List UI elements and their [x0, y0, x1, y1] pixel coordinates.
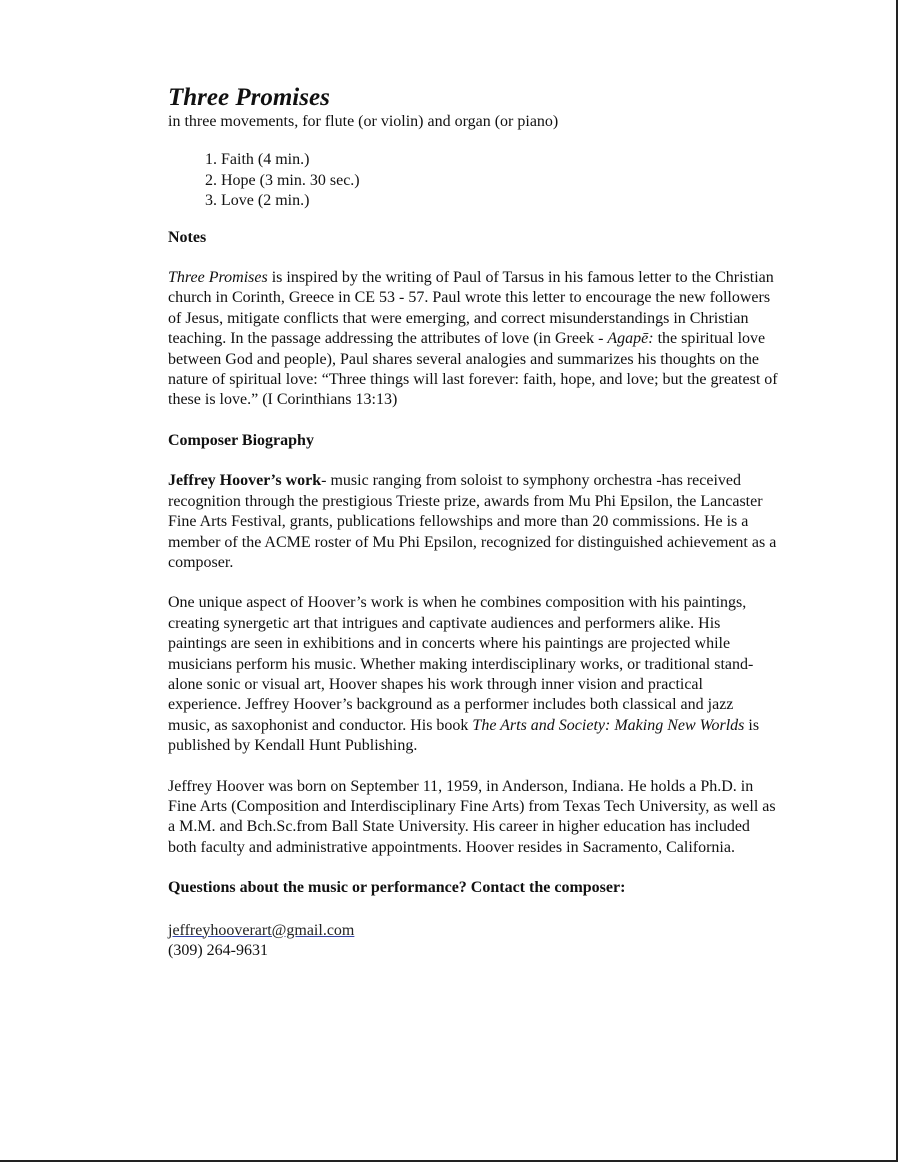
biography-paragraph-2 [168, 593, 778, 756]
contact-phone: (309) 264-9631 [168, 942, 268, 959]
biography-p2-text: One unique aspect of Hoover’s work is when he combines composition with his paintings, creating synergetic art that intrigues and captivate audiences and performers alike. His paintings are seen in exhibitions and in concerts where his paintings are projected while musicians perform his music. Whether making interdisciplinary works, or traditional stand-alone sonic or visual art, Hoover shapes his work through inner vision and practical experience. Jeffrey Hoover’s background as a performer includes both classical and jazz music, as saxophonist and conductor. His book [168, 594, 754, 734]
movement-item: 1. Faith (4 min.) [221, 150, 778, 170]
notes-paragraph [168, 268, 778, 411]
biography-heading: Composer Biography [168, 431, 314, 449]
movements-list [168, 150, 778, 211]
movement-item: 2. Hope (3 min. 30 sec.) [221, 171, 778, 191]
notes-text-1: is inspired by the writing of Paul of Tarsus in his famous letter to the Christian church in Corinth, Greece in CE 53 - 57. Paul wrote this letter to encourage the new followers of Jesus, mitigate conflicts that were emerging, and correct misunderstandings in Christian teaching. In the passage addressing the attributes of love (in Greek - [168, 269, 774, 348]
document-title: Three Promises [168, 84, 330, 111]
biography-book-title: The Arts and Society: Making New Worlds [472, 716, 745, 734]
biography-p1-text: - music ranging from soloist to symphony orchestra -has received recognition through the prestigious Trieste prize, awards from Mu Phi Epsilon, the Lancaster Fine Arts Festival, grants, publications fellowships and more than 20 commissions. He is a member of the ACME roster of Mu Phi Epsilon, recognized for distinguished achievement as a composer. [168, 472, 777, 571]
biography-paragraph-1 [168, 471, 778, 573]
contact-email-line [168, 921, 778, 941]
contact-email-link[interactable]: jeffreyhooverart@gmail.com [168, 921, 355, 939]
notes-title-ref: Three Promises [168, 269, 268, 287]
notes-text-2: the spiritual love between God and people), Paul shares several analogies and summarizes his thoughts on the nature of spiritual love: “Three things will last forever: faith, hope, and love; but the greatest of these is love.” (I Corinthians 13:13) [168, 330, 778, 409]
notes-heading: Notes [168, 228, 207, 246]
notes-greek-word: Agapē: [607, 330, 654, 348]
document-body [168, 84, 778, 961]
contact-heading: Questions about the music or performance? Contact the composer: [168, 879, 626, 897]
biography-paragraph-3: Jeffrey Hoover was born on September 11, 1959, in Anderson, Indiana. He holds a Ph.D. in Fine Arts (Composition and Interdisciplinary Fine Arts) from Texas Tech University, as well as a M.M. and Bch.Sc.from Ball State University. His career in higher education has included both faculty and administrative appointments. Hoover resides in Sacramento, California. [168, 777, 776, 856]
biography-lead: Jeffrey Hoover’s work [168, 472, 322, 490]
biography-p2-tail: is published by Kendall Hunt Publishing. [168, 716, 760, 755]
movement-item: 3. Love (2 min.) [221, 191, 778, 211]
document-subtitle: in three movements, for flute (or violin) and organ (or piano) [168, 113, 559, 130]
